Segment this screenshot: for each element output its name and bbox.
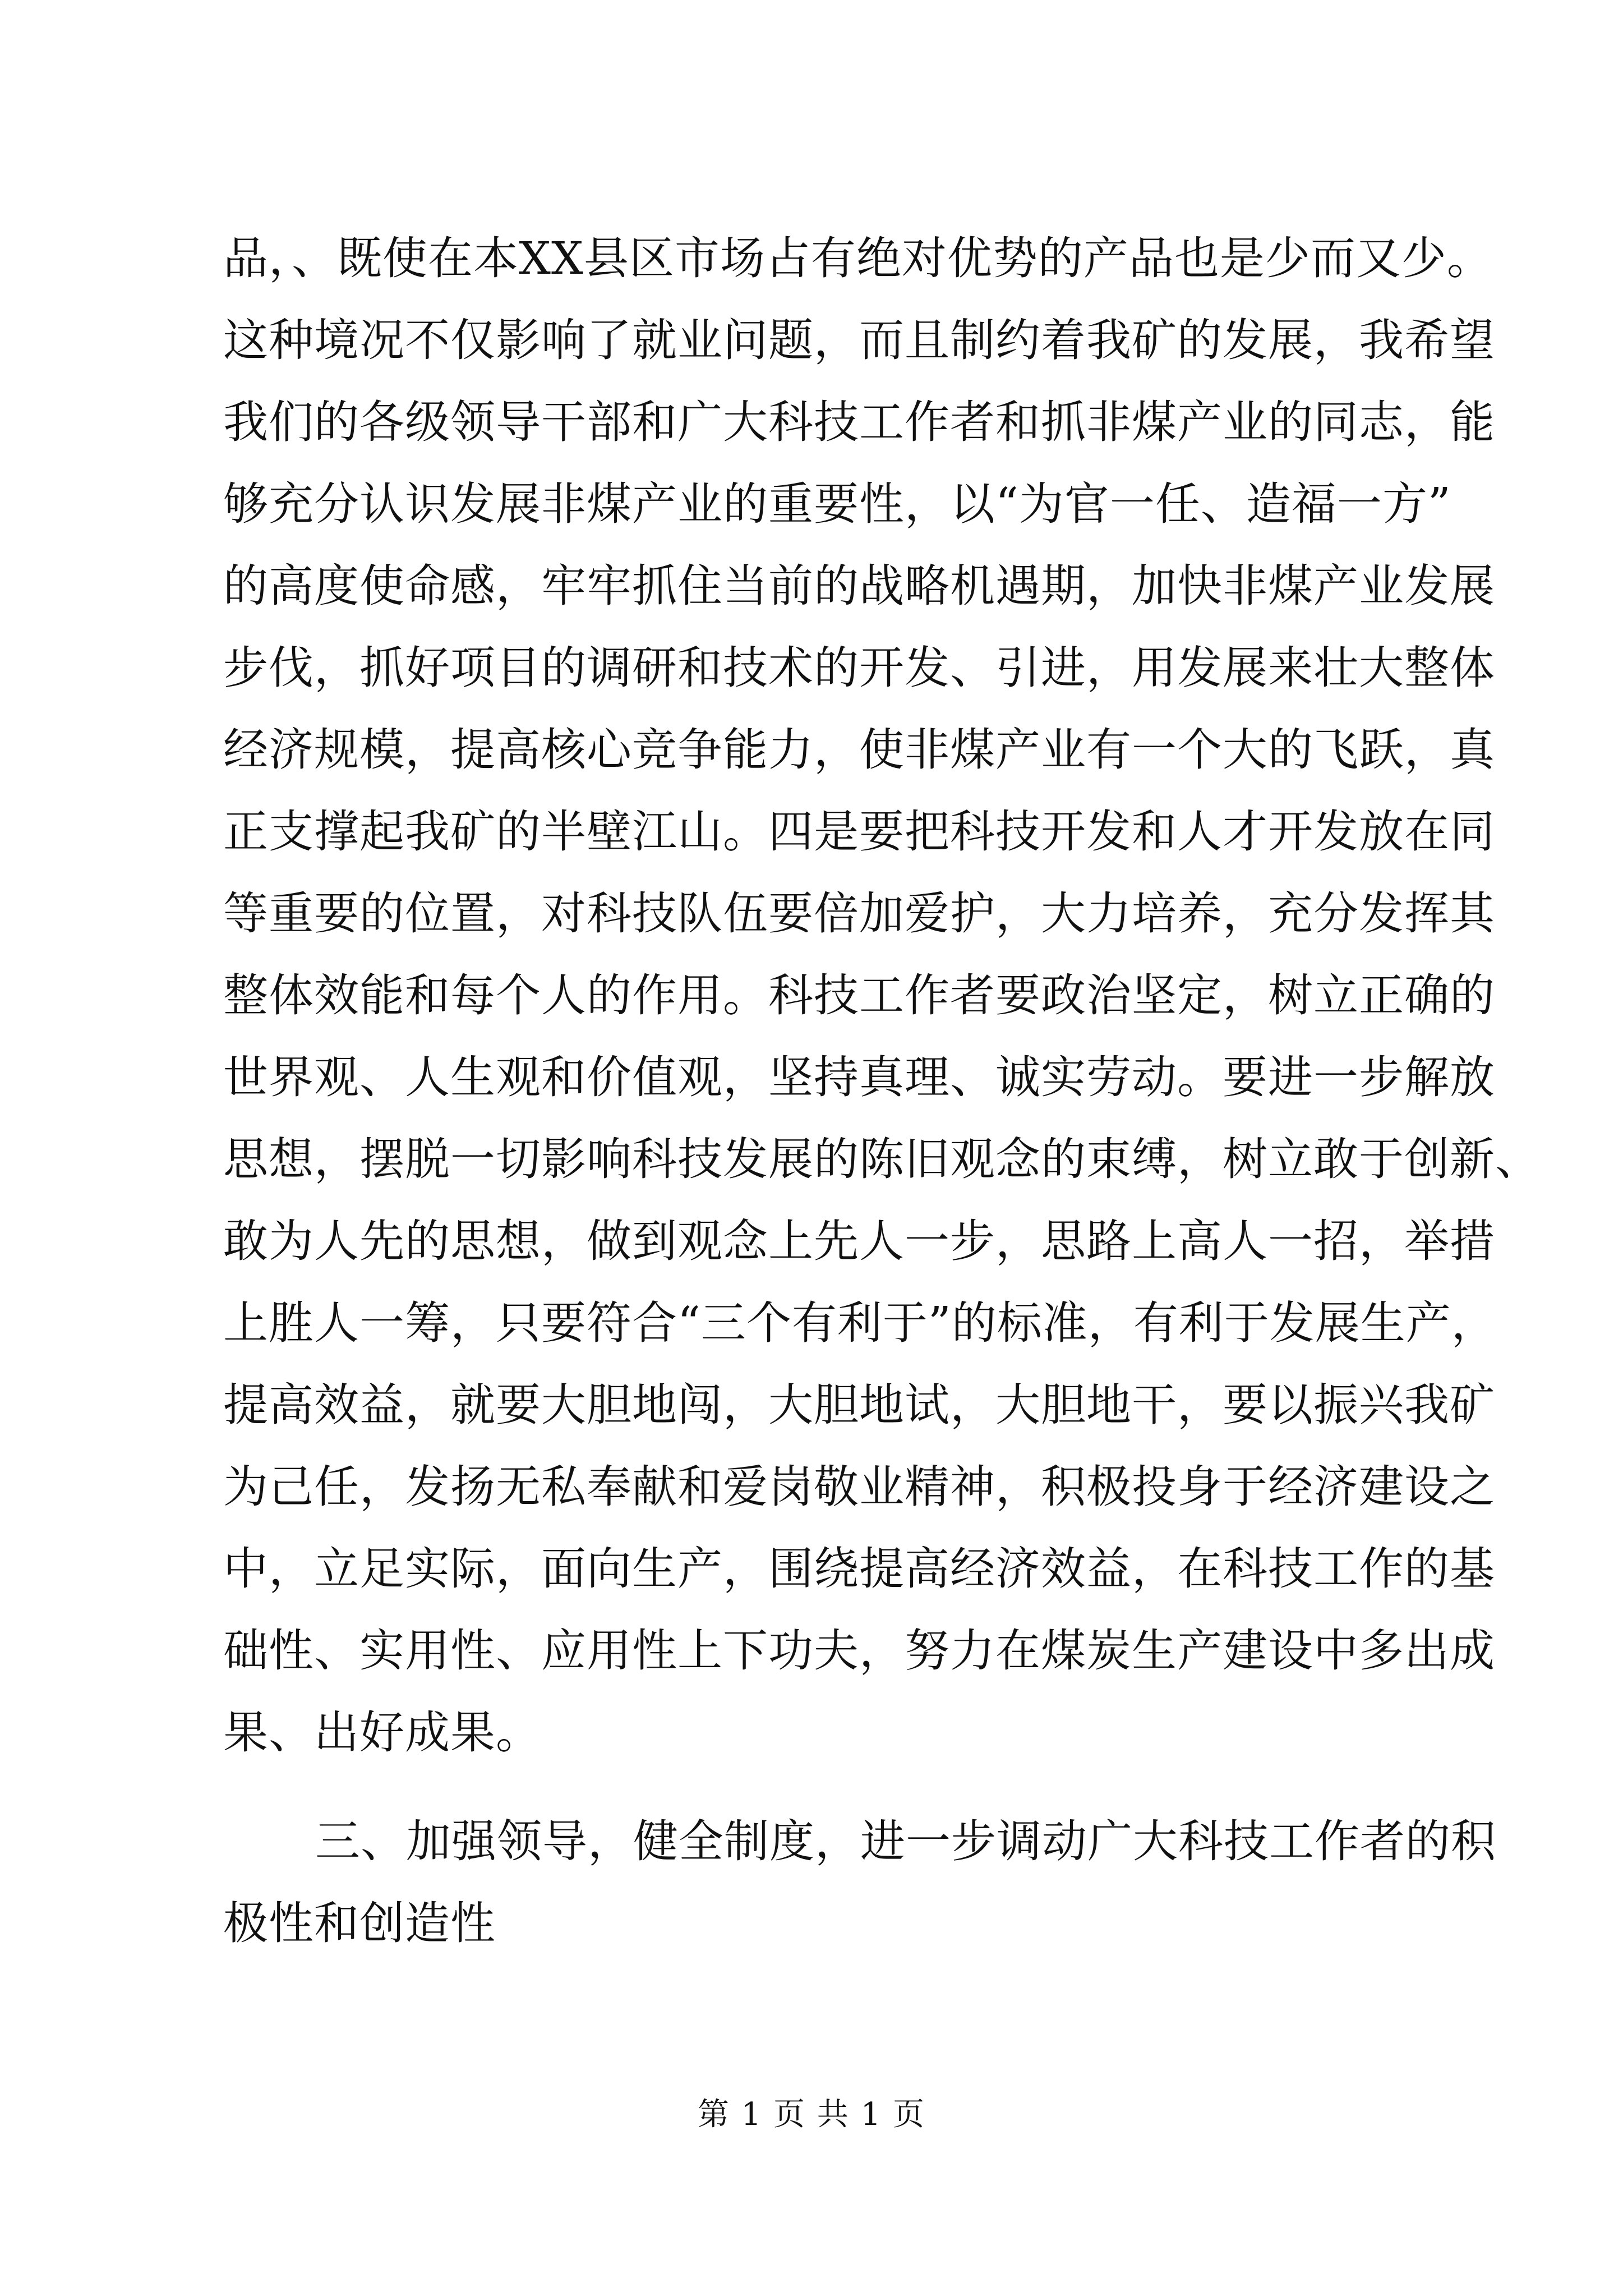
text-line: 敢为人先的思想，做到观念上先人一步，思路上高人一招，举措 — [223, 1215, 1495, 1267]
text-line: 思想，摆脱一切影响科技发展的陈旧观念的束缚，树立敢于创新、 — [223, 1133, 1541, 1185]
text-line: 这种境况不仅影响了就业问题，而且制约着我矿的发展，我希望 — [223, 314, 1495, 366]
text-line: 等重要的位置，对科技队伍要倍加爱护，大力培养，充分发挥其 — [223, 887, 1495, 940]
text-line: 果、出好成果。 — [223, 1706, 541, 1759]
text-line: 世界观、人生观和价值观，坚持真理、诚实劳动。要进一步解放 — [223, 1051, 1495, 1103]
text-line: 础性、实用性、应用性上下功夫，努力在煤炭生产建设中多出成 — [223, 1625, 1495, 1677]
section-heading: 三、加强领导，健全制度，进一步调动广大科技工作者的积 — [315, 1815, 1496, 1867]
text-line: 上胜人一筹，只要符合“三个有利于”的标准，有利于发展生产， — [223, 1297, 1497, 1349]
text-line: 够充分认识发展非煤产业的重要性，以“为官一任、造福一方” — [223, 478, 1451, 530]
text-line: 经济规模，提高核心竞争能力，使非煤产业有一个大的飞跃，真 — [223, 724, 1495, 776]
page-number-footer: 第 1 页 共 1 页 — [697, 2096, 926, 2133]
text-line: 为己任，发扬无私奉献和爱岗敬业精神，积极投身于经济建设之 — [223, 1461, 1495, 1513]
text-line: 中，立足实际，面向生产，围绕提高经济效益，在科技工作的基 — [223, 1543, 1495, 1595]
text-line: 的高度使命感，牢牢抓住当前的战略机遇期，加快非煤产业发展 — [223, 560, 1495, 612]
text-line: 正支撑起我矿的半壁江山。四是要把科技开发和人才开发放在同 — [223, 806, 1495, 858]
text-line: 品，、既使在本XX县区市场占有绝对优势的产品也是少而又少。 — [223, 232, 1492, 284]
body-text — [223, 218, 1541, 1964]
text-line: 整体效能和每个人的作用。科技工作者要政治坚定，树立正确的 — [223, 969, 1495, 1022]
text-line: 提高效益，就要大胆地闯，大胆地试，大胆地干，要以振兴我矿 — [223, 1379, 1495, 1431]
text-line: 步伐，抓好项目的调研和技术的开发、引进，用发展来壮大整体 — [223, 642, 1495, 694]
section-heading-continuation: 极性和创造性 — [223, 1897, 496, 1949]
text-line: 我们的各级领导干部和广大科技工作者和抓非煤产业的同志，能 — [223, 396, 1495, 448]
